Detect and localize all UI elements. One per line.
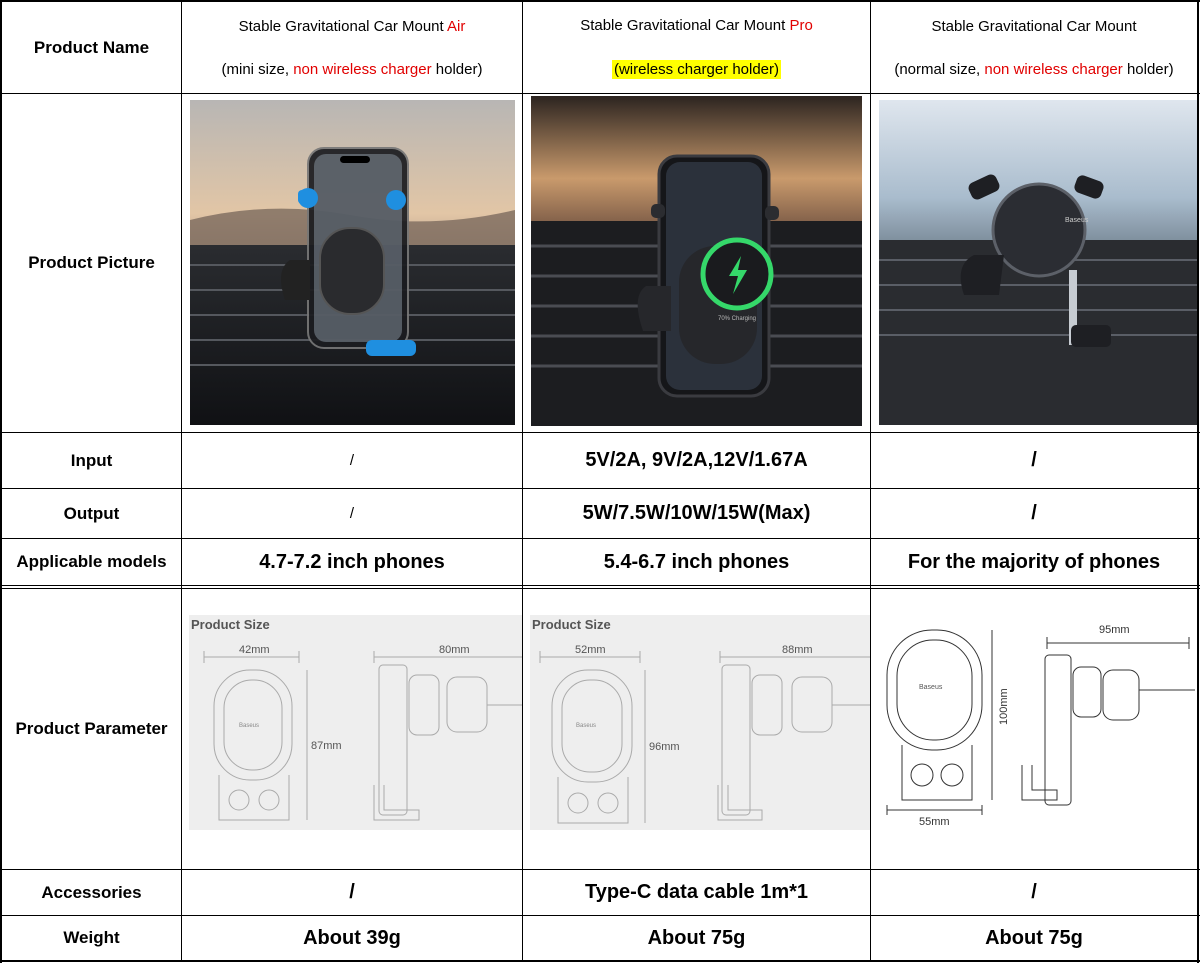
size-diagram-normal [877,615,1197,830]
row-label-weight: Weight [63,928,120,947]
applicable-models-value: 4.7-7.2 inch phones [259,550,445,573]
applicable-models-value: 5.4-6.7 inch phones [603,550,790,573]
border-right [1197,0,1199,963]
product-name: Stable Gravitational Car Mount [931,17,1137,35]
row-divider [0,585,1200,586]
dim-height: 87mm [311,740,342,752]
product-name: Stable Gravitational Car Mount Pro [580,16,813,34]
product-photo-pro [531,96,862,426]
row-label-applicable-models: Applicable models [16,552,167,571]
weight-value: About 75g [985,926,1083,949]
output-value: / [349,505,355,522]
border-bottom [0,960,1200,962]
accessories-value: Type-C data cable 1m*1 [584,881,809,903]
product-photo-air [190,100,515,425]
product-photo-normal [879,100,1197,425]
product-name-cell [182,2,522,93]
input-value: / [1031,449,1037,471]
weight-value: About 75g [647,926,746,949]
output-value: 5W/7.5W/10W/15W(Max) [582,502,811,524]
size-diagram-pro [530,615,870,830]
row-label-output: Output [63,503,120,523]
row-label-product-picture: Product Picture [28,253,155,272]
dim-width: 42mm [239,644,270,656]
dim-depth: 95mm [1099,624,1130,636]
product-subtitle: (wireless charger holder) [613,60,780,78]
size-diagram-title: Product Size [191,617,270,632]
row-label-input: Input [70,450,113,470]
size-diagram-title: Product Size [532,617,611,632]
charging-text: 70% Charging [717,316,757,322]
dim-depth: 80mm [439,644,470,656]
dim-width: 52mm [575,644,606,656]
product-subtitle: (normal size, non wireless charger holder) [894,60,1174,78]
brand-mark: Baseus [576,723,597,729]
dim-width: 55mm [919,816,950,828]
dim-height: 96mm [649,741,680,753]
brand-mark: Baseus [1065,217,1089,224]
brand-mark: Baseus [239,723,260,729]
accessories-value: / [349,881,355,903]
product-subtitle: (mini size, non wireless charger holder) [221,60,483,78]
dim-height: 100mm [998,688,1010,725]
product-name-cell [871,2,1197,93]
output-value: / [1031,502,1037,524]
weight-value: About 39g [303,926,401,949]
accessories-value: / [1031,881,1037,903]
input-value: / [349,452,355,469]
input-value: 5V/2A, 9V/2A,12V/1.67A [585,449,808,471]
row-label-product-name: Product Name [33,37,150,57]
row-label-product-parameter: Product Parameter [15,719,168,738]
size-diagram-air [189,615,522,830]
applicable-models-value: For the majority of phones [907,550,1161,573]
product-name: Stable Gravitational Car Mount Air [238,17,466,35]
row-label-accessories: Accessories [41,882,142,902]
brand-mark: Baseus [919,684,943,691]
product-name-cell [523,2,870,93]
dim-depth: 88mm [782,644,813,656]
